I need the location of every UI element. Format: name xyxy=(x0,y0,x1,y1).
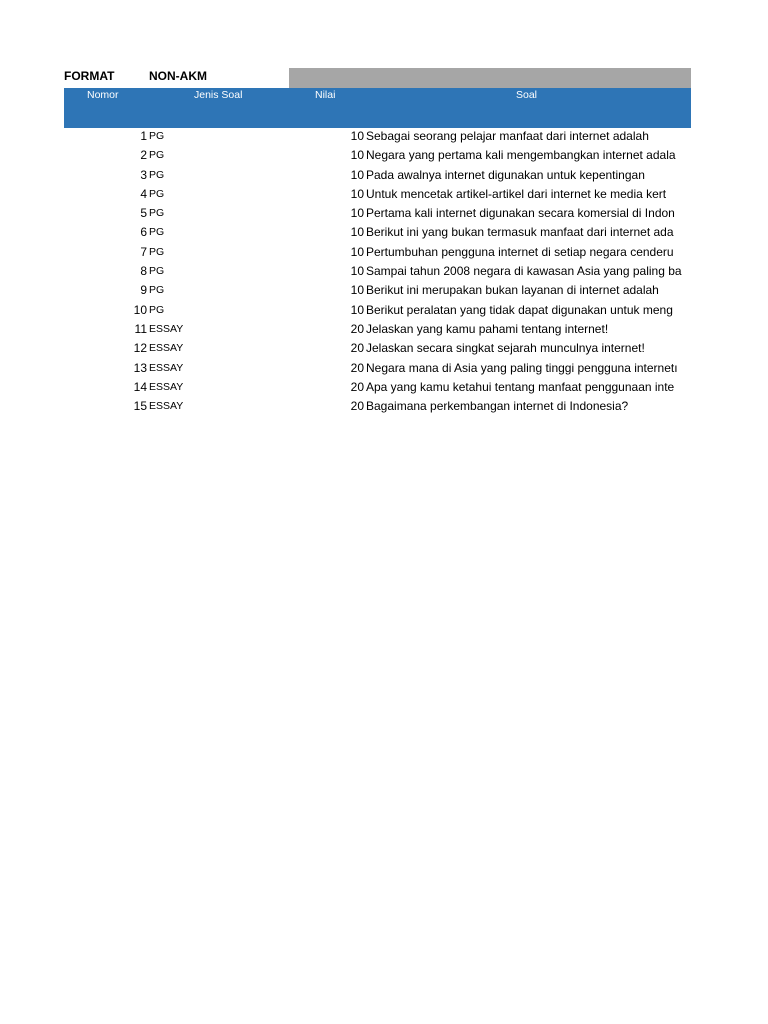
cell-soal: Pertama kali internet digunakan secara komersial di Indon xyxy=(366,206,675,221)
format-label: FORMAT xyxy=(64,69,115,83)
table-row xyxy=(0,167,768,186)
table-row xyxy=(0,379,768,398)
cell-soal: Jelaskan secara singkat sejarah munculnya internet! xyxy=(366,341,645,356)
header-jenis-soal: Jenis Soal xyxy=(194,89,243,101)
header-nomor: Nomor xyxy=(87,89,119,101)
cell-nomor: 15 xyxy=(133,399,147,414)
cell-nilai: 10 xyxy=(350,129,364,143)
cell-soal: Sebagai seorang pelajar manfaat dari internet adalah xyxy=(366,129,649,143)
table-row xyxy=(0,244,768,263)
cell-soal: Negara yang pertama kali mengembangkan internet adala xyxy=(366,148,676,163)
cell-soal: Berikut ini merupakan bukan layanan di internet adalah xyxy=(366,283,659,298)
cell-nilai: 20 xyxy=(350,379,364,394)
format-row xyxy=(0,68,768,88)
table-row xyxy=(0,147,768,166)
header-soal: Soal xyxy=(516,89,538,101)
table-row xyxy=(0,302,768,321)
cell-soal: Sampai tahun 2008 negara di kawasan Asia yang paling ba xyxy=(366,264,682,279)
cell-jenis: PG xyxy=(149,245,165,258)
cell-nilai: 10 xyxy=(350,167,364,182)
table-row xyxy=(0,360,768,379)
format-value: NON-AKM xyxy=(149,69,207,83)
cell-nomor: 7 xyxy=(140,244,147,259)
cell-nilai: 10 xyxy=(350,186,364,201)
cell-jenis: PG xyxy=(149,303,165,316)
cell-soal: Pada awalnya internet digunakan untuk kepentingan xyxy=(366,167,645,182)
cell-nomor: 9 xyxy=(140,283,147,298)
cell-soal: Jelaskan yang kamu pahami tentang internet! xyxy=(366,321,609,336)
cell-jenis: PG xyxy=(149,265,165,278)
cell-nomor: 12 xyxy=(133,341,147,356)
cell-jenis: PG xyxy=(149,130,165,142)
cell-nomor: 1 xyxy=(140,129,147,143)
cell-nilai: 10 xyxy=(350,302,364,317)
table-row xyxy=(0,282,768,301)
table-row xyxy=(0,321,768,340)
cell-jenis: PG xyxy=(149,187,165,200)
header-nilai: Nilai xyxy=(315,89,336,101)
cell-soal: Berikut ini yang bukan termasuk manfaat dari internet ada xyxy=(366,225,674,240)
cell-soal: Pertumbuhan pengguna internet di setiap negara cenderu xyxy=(366,244,674,259)
cell-jenis: PG xyxy=(149,284,165,297)
cell-jenis: ESSAY xyxy=(149,400,184,413)
cell-nilai: 10 xyxy=(350,283,364,298)
cell-jenis: PG xyxy=(149,149,165,162)
question-table xyxy=(0,128,768,417)
cell-nilai: 10 xyxy=(350,206,364,221)
cell-soal: Apa yang kamu ketahui tentang manfaat penggunaan inte xyxy=(366,379,675,394)
cell-soal: Negara mana di Asia yang paling tinggi pengguna internetı xyxy=(366,360,678,375)
table-row xyxy=(0,263,768,282)
cell-soal: Berikut peralatan yang tidak dapat digunakan untuk meng xyxy=(366,302,673,317)
cell-soal: Untuk mencetak artikel-artikel dari internet ke media kert xyxy=(366,186,667,201)
cell-nilai: 10 xyxy=(350,225,364,240)
cell-jenis: PG xyxy=(149,168,165,181)
cell-nomor: 11 xyxy=(134,321,147,336)
title-fill-bar xyxy=(289,68,691,88)
cell-jenis: ESSAY xyxy=(149,361,184,374)
cell-nomor: 3 xyxy=(140,167,147,182)
cell-nomor: 10 xyxy=(133,302,147,317)
cell-nomor: 4 xyxy=(140,186,147,201)
cell-nilai: 20 xyxy=(350,399,364,414)
cell-soal: Bagaimana perkembangan internet di Indonesia? xyxy=(366,399,629,414)
table-row xyxy=(0,186,768,205)
table-row xyxy=(0,205,768,224)
cell-nomor: 13 xyxy=(133,360,147,375)
cell-nilai: 10 xyxy=(350,148,364,163)
cell-nilai: 20 xyxy=(350,321,364,336)
cell-nilai: 10 xyxy=(350,264,364,279)
cell-nilai: 10 xyxy=(350,244,364,259)
table-row xyxy=(0,340,768,359)
cell-nomor: 6 xyxy=(140,225,147,240)
cell-jenis: ESSAY xyxy=(149,380,184,393)
cell-nomor: 8 xyxy=(140,264,147,279)
cell-nilai: 20 xyxy=(350,360,364,375)
cell-jenis: PG xyxy=(149,226,165,239)
cell-nilai: 20 xyxy=(350,341,364,356)
cell-nomor: 5 xyxy=(140,206,147,221)
table-header xyxy=(64,88,691,128)
table-row xyxy=(0,128,768,147)
cell-nomor: 14 xyxy=(133,379,147,394)
table-row xyxy=(0,398,768,417)
cell-jenis: PG xyxy=(149,207,165,220)
table-row xyxy=(0,224,768,243)
cell-jenis: ESSAY xyxy=(149,342,184,355)
cell-nomor: 2 xyxy=(140,148,147,163)
cell-jenis: ESSAY xyxy=(149,322,184,335)
